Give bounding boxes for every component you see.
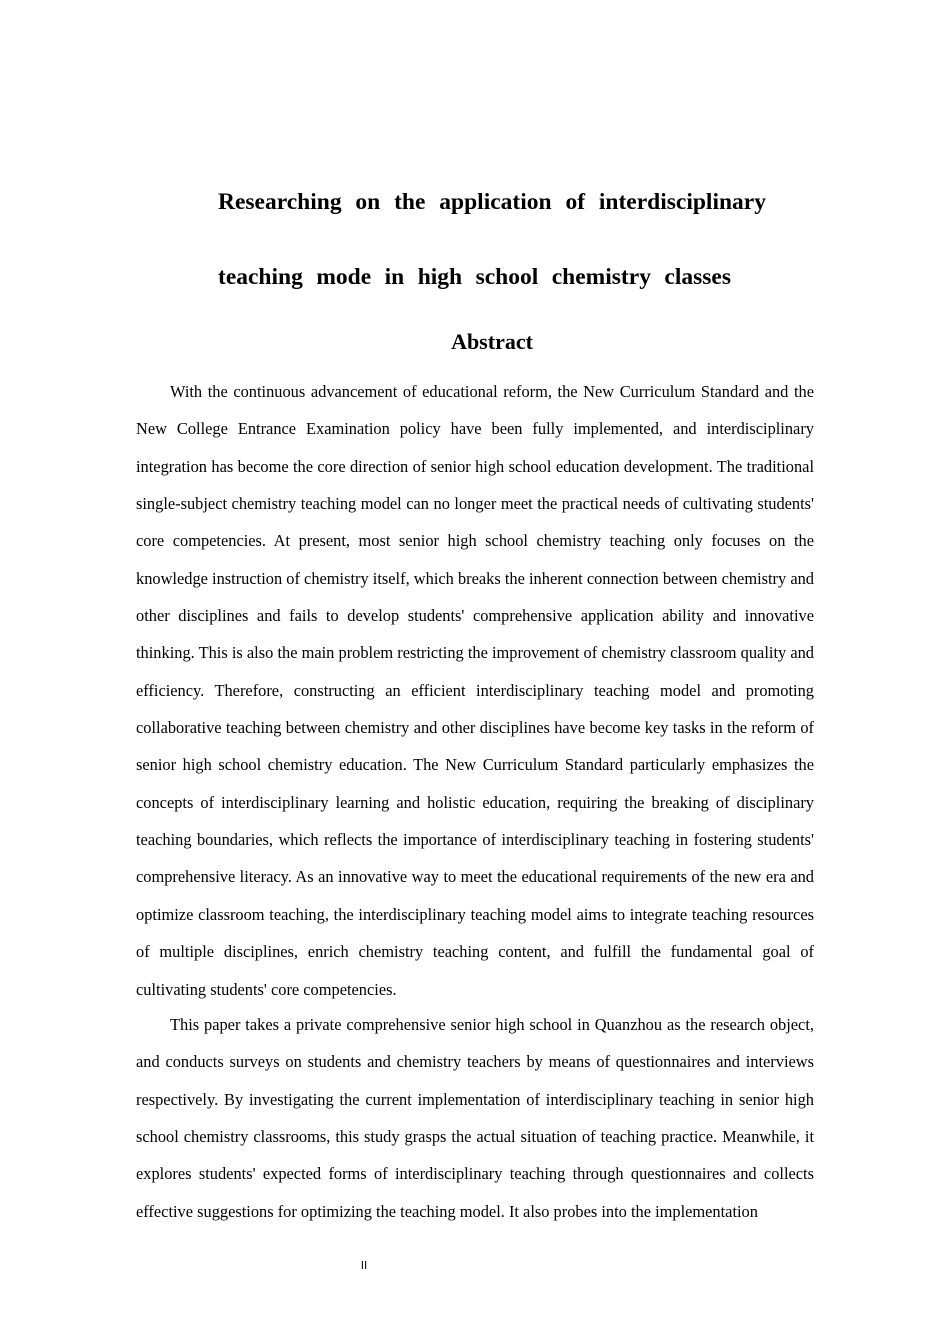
abstract-body [136,373,814,1228]
abstract-paragraph-2: This paper takes a private comprehensive senior high school in Quanzhou as the research object, and conducts surveys on students and chemistry teachers by means of questionnaires and interviews respectively. By investigating the current implementation of interdisciplinary teaching in senior high school chemistry classrooms, this study grasps the actual situation of teaching practice. Meanwhile, it explores students' expected forms of interdisciplinary teaching through questionnaires and collects effective suggestions for optimizing the teaching model. It also probes into the implementation [136,1014,814,1221]
paper-title-line-1: Researching on the application of interdisciplinary [218,189,766,215]
abstract-heading: Abstract [451,329,533,354]
page-number: II [360,1259,368,1272]
abstract-paragraph-1: With the continuous advancement of educational reform, the New Curriculum Standard and the New College Entrance Examination policy have been fully implemented, and interdisciplinary integration has become the core direction of senior high school education development. The traditional single-subject chemistry teaching model can no longer meet the practical needs of cultivating students' core competencies. At present, most senior high school chemistry teaching only focuses on the knowledge instruction of chemistry itself, which breaks the inherent connection between chemistry and other disciplines and fails to develop students' comprehensive application ability and innovative thinking. This is also the main problem restricting the improvement of chemistry classroom quality and efficiency. Therefore, constructing an efficient interdisciplinary teaching model and promoting collaborative teaching between chemistry and other disciplines have become key tasks in the reform of senior high school chemistry education. The New Curriculum Standard particularly emphasizes the concepts of interdisciplinary learning and holistic education, requiring the breaking of disciplinary teaching boundaries, which reflects the importance of interdisciplinary teaching in fostering students' comprehensive literacy. As an innovative way to meet the educational requirements of the new era and optimize classroom teaching, the interdisciplinary teaching model aims to integrate teaching resources of multiple disciplines, enrich chemistry teaching content, and fulfill the fundamental goal of cultivating students' core competencies. [136,382,814,999]
paper-title-line-2: teaching mode in high school chemistry classes [218,264,731,290]
